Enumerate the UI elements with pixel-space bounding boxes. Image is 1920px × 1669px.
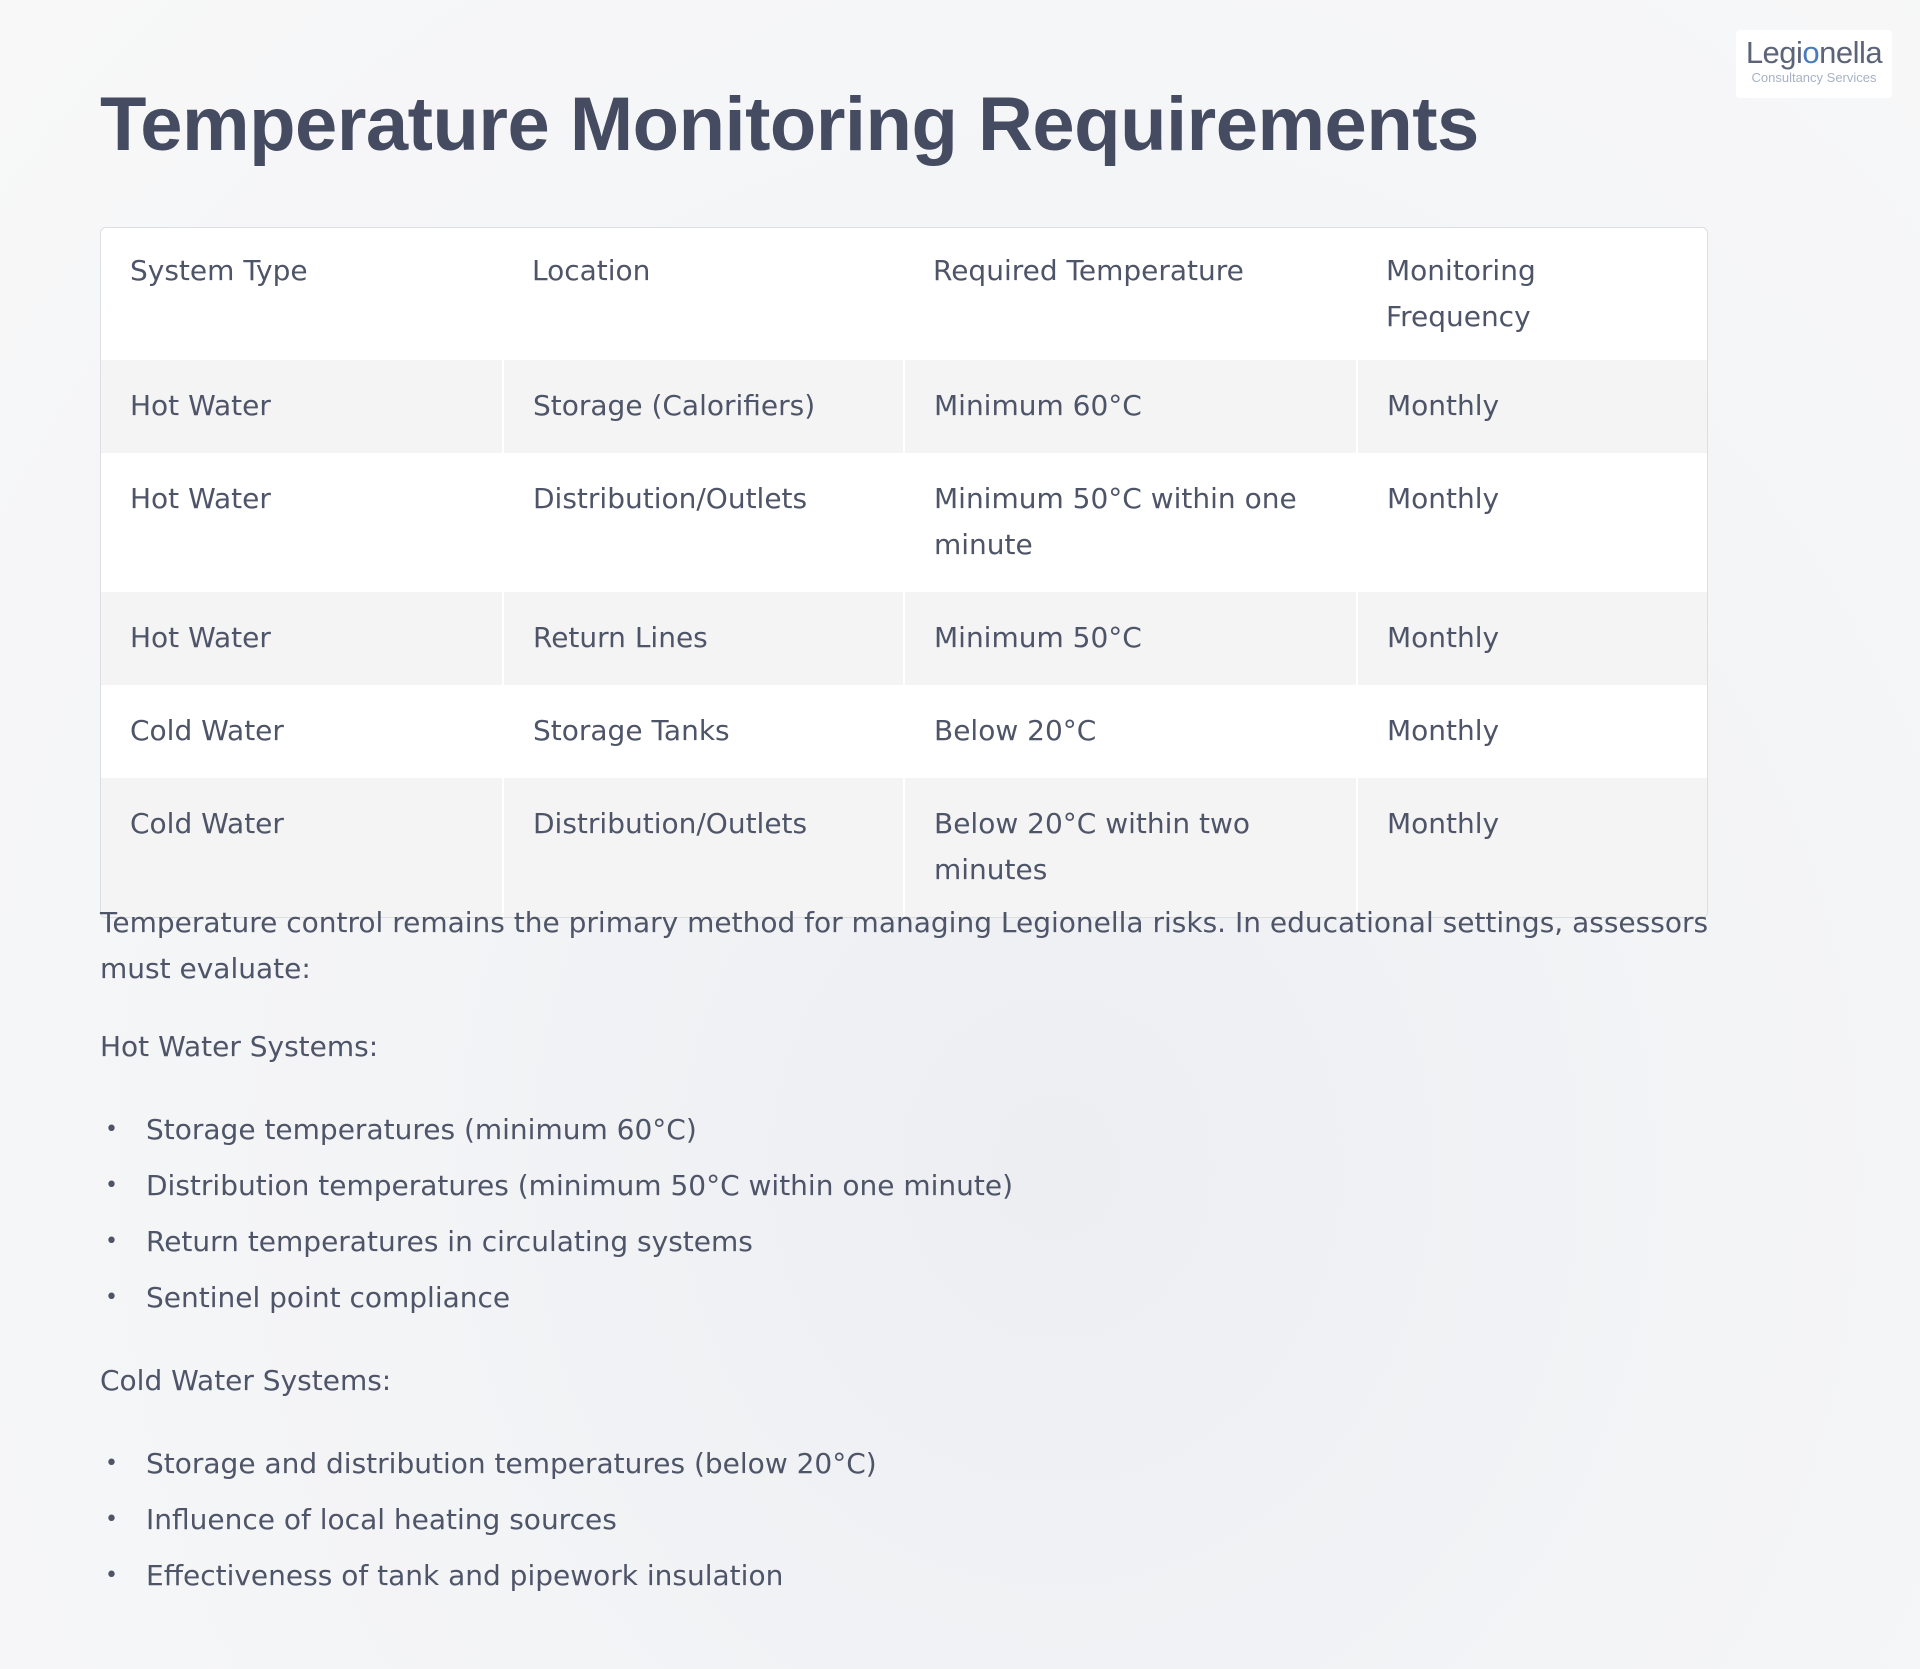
cell-monitoring-frequency: Monthly — [1357, 592, 1707, 685]
cell-system-type: Hot Water — [101, 360, 503, 453]
header-location: Location — [532, 254, 651, 287]
list-item: • Return temperatures in circulating systems — [146, 1214, 1740, 1270]
cell-monitoring-frequency: Monthly — [1357, 778, 1707, 917]
list-item: • Influence of local heating sources — [146, 1492, 1740, 1548]
cell-required-temperature: Minimum 60°C — [904, 360, 1357, 453]
cell-location: Distribution/Outlets — [503, 453, 904, 592]
bullet-icon: • — [105, 1451, 118, 1476]
table-row — [101, 360, 1707, 453]
logo-subtitle: Consultancy Services — [1751, 70, 1877, 85]
cell-location: Storage (Calorifiers) — [503, 360, 904, 453]
cell-location: Storage Tanks — [503, 685, 904, 778]
cell-system-type: Cold Water — [101, 685, 503, 778]
cell-system-type: Hot Water — [101, 453, 503, 592]
header-monitoring-frequency: Monitoring Frequency — [1386, 254, 1536, 333]
table-row — [101, 592, 1707, 685]
company-logo — [1736, 30, 1892, 98]
cell-monitoring-frequency: Monthly — [1357, 453, 1707, 592]
cell-system-type: Cold Water — [101, 778, 503, 917]
list-item: • Sentinel point compliance — [146, 1270, 1740, 1326]
cell-system-type: Hot Water — [101, 592, 503, 685]
bullet-icon: • — [105, 1173, 118, 1198]
cold-water-heading: Cold Water Systems: — [100, 1364, 392, 1397]
list-item: • Effectiveness of tank and pipework insulation — [146, 1548, 1740, 1604]
list-item: • Distribution temperatures (minimum 50°C within one minute) — [146, 1158, 1740, 1214]
header-required-temperature: Required Temperature — [933, 254, 1244, 287]
cell-required-temperature: Minimum 50°C — [904, 592, 1357, 685]
header-system-type: System Type — [130, 254, 308, 287]
bullet-icon: • — [105, 1285, 118, 1310]
cell-location: Return Lines — [503, 592, 904, 685]
intro-paragraph: Temperature control remains the primary method for managing Legionella risks. In educational settings, assessors must evaluate: — [100, 906, 1709, 985]
bullet-icon: • — [105, 1229, 118, 1254]
bullet-icon: • — [105, 1507, 118, 1532]
logo-o-mark: o — [1802, 35, 1820, 70]
table-row — [101, 778, 1707, 917]
page-title: Temperature Monitoring Requirements — [100, 82, 1479, 167]
table-header-row — [101, 228, 1707, 360]
cold-water-list — [100, 1436, 1740, 1604]
body-content — [100, 900, 1740, 1636]
logo-wordmark: Legionella — [1745, 35, 1883, 70]
table-row — [101, 453, 1707, 592]
cell-required-temperature: Below 20°C within two minutes — [904, 778, 1357, 917]
bullet-icon: • — [105, 1117, 118, 1142]
cell-location: Distribution/Outlets — [503, 778, 904, 917]
cell-monitoring-frequency: Monthly — [1357, 685, 1707, 778]
hot-water-heading: Hot Water Systems: — [100, 1030, 379, 1063]
bullet-icon: • — [105, 1563, 118, 1588]
list-item: • Storage temperatures (minimum 60°C) — [146, 1102, 1740, 1158]
table-row — [101, 685, 1707, 778]
cell-required-temperature: Below 20°C — [904, 685, 1357, 778]
hot-water-list — [100, 1102, 1740, 1326]
cell-monitoring-frequency: Monthly — [1357, 360, 1707, 453]
cell-required-temperature: Minimum 50°C within one minute — [904, 453, 1357, 592]
list-item: • Storage and distribution temperatures (below 20°C) — [146, 1436, 1740, 1492]
temperature-table — [100, 227, 1708, 918]
